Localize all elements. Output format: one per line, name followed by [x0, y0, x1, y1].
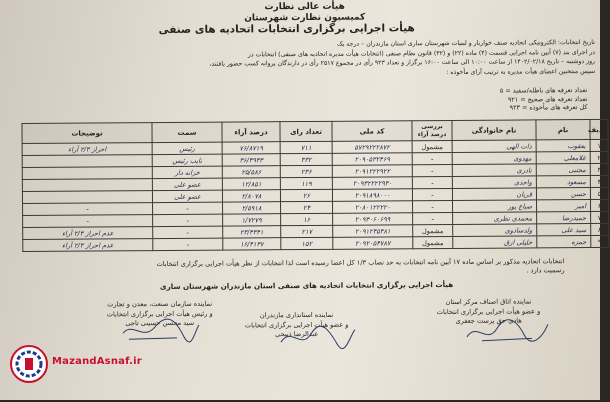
- cell-first-name: غلامعلی: [536, 152, 590, 164]
- cell-role: خزانه دار: [152, 166, 222, 178]
- cell-role: -: [153, 202, 223, 214]
- cell-national-code: ۲۰۹۱۸۹۸۰۰۰: [332, 189, 412, 202]
- cell-index: ۲: [590, 151, 608, 163]
- cell-percent: ۲۵/۵۸۶: [222, 166, 280, 178]
- brand-logo-icon: [10, 345, 48, 383]
- cell-role: نایب رئیس: [152, 154, 222, 166]
- cell-last-name: خلیلی ازق: [453, 236, 537, 249]
- cell-vote-check: -: [413, 200, 453, 212]
- signature-role: و عضو هیأت اجرایی برگزاری انتخابات: [244, 320, 349, 329]
- cell-role: رئیس: [152, 142, 222, 154]
- cell-percent: ۲۳/۴۳۴۱: [223, 226, 281, 238]
- cell-percent: ۱/۷۲۷۹: [223, 214, 281, 226]
- col-header-first-name: نام: [536, 120, 590, 140]
- cell-role: -: [153, 214, 223, 226]
- signatures-title: هیأت اجرایی برگزاری انتخابات اتحادیه های صنفی استان مازندران شهرستان ساری: [159, 279, 454, 292]
- cell-national-code: ۲۰۹۳۰۶۰۶۹۹: [333, 213, 413, 226]
- header-line-1: هیأت عالی نظارت: [264, 1, 345, 13]
- cell-vote-check: مشمول: [412, 140, 452, 152]
- cell-first-name: مجتبی: [536, 164, 590, 176]
- cell-notes: عدم احراز ۲/۳ آراء: [23, 239, 153, 252]
- cell-percent: ۱۶/۴۱۳۷: [223, 238, 281, 250]
- intro-line: روز دوشنبه – تاریخ ۱۴۰۲/۰۲/۱۸ از ساعت ۱۰:۰۰ الی ساعت ۱۶:۰۰ برگزار و تعداد ۹۲۳ رأی در مجموع ۲۵۱۷ رأی در دارندگان پروانه کسب حضور یافتند،: [209, 58, 596, 68]
- handwritten-signature: [277, 324, 357, 353]
- summary-valid-ballots: تعداد تعرفه های صحیح = ۹۲۱: [507, 94, 588, 104]
- cell-last-name: ولدسادوی: [453, 224, 537, 237]
- cell-percent: ۷۶/۸۷۱۹: [222, 142, 280, 154]
- cell-vote-check: -: [412, 164, 452, 176]
- cell-first-name: امیر: [537, 200, 591, 212]
- cell-role: عضو علی: [152, 190, 222, 202]
- cell-notes: -: [23, 203, 153, 216]
- cell-vote-check: -: [413, 212, 453, 224]
- intro-line: در اجرای بند (۷) آیین نامه اجرایی قسمت (۴) ماده (۲۲) و (۳۲) قانون نظام صنفی (انتخابات هیأت مدیره اتحادیه های صنفی) انتخابات در: [247, 48, 595, 58]
- cell-notes: عدم احراز ۲/۳ آراء: [23, 227, 153, 240]
- col-header-last-name: نام خانوادگی: [452, 120, 536, 141]
- cell-national-code: ۲۰۸۰۱۲۲۲۲۰: [333, 201, 413, 214]
- cell-index: ۷: [591, 211, 609, 223]
- ballot-summary: [500, 86, 588, 112]
- cell-national-code: ۲۰۹۰۵۳۲۴۶۹: [332, 153, 412, 166]
- cell-votes: ۱۶: [281, 213, 333, 225]
- cell-index: ۹: [591, 235, 609, 247]
- cell-index: ۴: [590, 175, 608, 187]
- signature-name: عبدالرضا ذبیحی: [275, 329, 319, 339]
- cell-last-name: ذات الهی: [452, 140, 536, 153]
- cell-votes: ۷۱۱: [280, 141, 332, 153]
- intro-line: سپس منتخبین اعضای هیأت مدیره به ترتیب آرای مأخوذه :: [446, 67, 596, 76]
- cell-percent: ۲/۵۹۱۸: [223, 202, 281, 214]
- handwritten-signature: [117, 317, 202, 346]
- cell-first-name: سید علی: [537, 224, 591, 236]
- cell-vote-check: مشمول: [413, 224, 453, 236]
- cell-index: ۶: [591, 199, 609, 211]
- cell-role: -: [153, 238, 223, 250]
- cell-notes: احراز ۲/۳ آراء: [22, 143, 152, 156]
- cell-vote-check: -: [412, 188, 452, 200]
- header-line-2: کمیسیون نظارت شهرستان: [244, 12, 366, 24]
- cell-national-code: ۲۰۹۳۲۲۲۲۹۳۰: [332, 177, 412, 190]
- signature-role: نماینده اتاق اصناف مرکز استان: [445, 297, 532, 307]
- col-header-percent: درصد آراء: [222, 122, 280, 142]
- cell-votes: ۱۱۹: [280, 177, 332, 189]
- cell-votes: ۲۳۶: [280, 165, 332, 177]
- cell-vote-check: -: [412, 152, 452, 164]
- cell-notes: [22, 167, 152, 180]
- cell-national-code: ۲۰۹۲۰۵۴۷۸۷: [333, 237, 413, 250]
- handwritten-signature: [462, 316, 552, 347]
- cell-last-name: قربان: [452, 188, 536, 201]
- cell-first-name: مسعود: [536, 176, 590, 188]
- cell-votes: ۳۳۲: [280, 153, 332, 165]
- cell-national-code: ۲۰۹۱۲۳۵۳۸۱: [333, 225, 413, 238]
- cell-vote-check: مشمول: [413, 236, 453, 248]
- note-line: انتخابات اتحادیه مذکور بر اساس ماده ۱۷ آیین نامه انتخابات به حد نصاب ۱/۳ کل اعضا رسیده است لذا انتخابات از نظر هیأت اجرایی برگزاری انتخابات: [156, 257, 565, 269]
- cell-votes: ۲۴: [281, 201, 333, 213]
- intro-line: تاریخ انتخابات: الکترونیکی اتحادیه صنف خواربار و لبنیات شهرستان ساری استان مازندران – درجه یک: [337, 38, 595, 48]
- intro-paragraph: [30, 38, 595, 80]
- note-line: رسمیت دارد .: [526, 266, 565, 275]
- cell-index: ۸: [591, 223, 609, 235]
- cell-notes: [22, 179, 152, 192]
- col-header-votes: تعداد رای: [280, 121, 332, 141]
- cell-percent: ۲/۸۰۷۸: [222, 190, 280, 202]
- quorum-note: [44, 257, 564, 279]
- cell-percent: ۳۶/۳۹۳۳: [222, 154, 280, 166]
- summary-total-ballots: کل تعرفه های مأخوذه = ۹۲۳: [509, 103, 588, 112]
- col-header-vote-check: بررسی درصد آراء: [412, 120, 452, 140]
- signature-role: نماینده سازمان صنعت، معدن و تجارت: [107, 299, 213, 309]
- cell-notes: [22, 191, 152, 204]
- cell-last-name: نادری: [452, 164, 536, 177]
- cell-notes: [22, 155, 152, 168]
- results-table: [21, 119, 609, 252]
- cell-first-name: یعقوب: [536, 140, 590, 152]
- signature-name: سید محسن حسینی تاجی: [125, 318, 195, 328]
- brand-watermark: MazandAsnaf.ir: [52, 356, 142, 367]
- cell-last-name: واحدی: [452, 176, 536, 189]
- cell-role: -: [153, 226, 223, 238]
- cell-index: ۳: [590, 163, 608, 175]
- cell-votes: ۱۵۲: [281, 237, 333, 249]
- cell-first-name: حسن: [536, 188, 590, 200]
- cell-votes: ۲۶: [280, 189, 332, 201]
- cell-index: ۱: [590, 139, 608, 151]
- header-title: هیأت اجرایی برگزاری انتخابات اتحادیه های صنفی: [158, 22, 415, 37]
- col-header-national-code: کد ملی: [332, 121, 412, 142]
- cell-national-code: ۵۷۲۹۲۲۲۸۷۲: [332, 141, 412, 154]
- cell-last-name: مهدوی: [452, 152, 536, 165]
- summary-void-ballots: تعداد تعرفه های باطله/سفید = ۵: [499, 86, 588, 95]
- col-header-role: سمت: [152, 122, 222, 142]
- cell-notes: -: [23, 215, 153, 228]
- col-header-notes: توضیحات: [22, 123, 152, 144]
- cell-national-code: ۲۰۹۱۲۲۲۹۲۲: [332, 165, 412, 178]
- col-header-index: ردیف: [590, 119, 608, 139]
- cell-last-name: محمدی نظری: [453, 212, 537, 225]
- signature-role: و رئیس هیأت اجرایی برگزاری انتخابات: [106, 309, 213, 318]
- cell-role: عضو علی: [152, 178, 222, 190]
- cell-index: ۵: [590, 187, 608, 199]
- cell-last-name: صباغ پور: [453, 200, 537, 213]
- cell-first-name: حمیدرضا: [537, 212, 591, 224]
- cell-first-name: حمزه: [537, 236, 591, 248]
- cell-percent: ۱۲/۸۵۱: [222, 178, 280, 190]
- signature-role: و عضو هیأت اجرایی برگزاری انتخابات: [436, 306, 541, 316]
- signature-name: هادی حق پرست جعفری: [455, 316, 522, 325]
- election-minutes-sheet: [5, 0, 608, 402]
- cell-vote-check: -: [412, 176, 452, 188]
- signature-role: نماینده استانداری مازندران: [259, 310, 334, 320]
- cell-votes: ۲۱۷: [281, 225, 333, 237]
